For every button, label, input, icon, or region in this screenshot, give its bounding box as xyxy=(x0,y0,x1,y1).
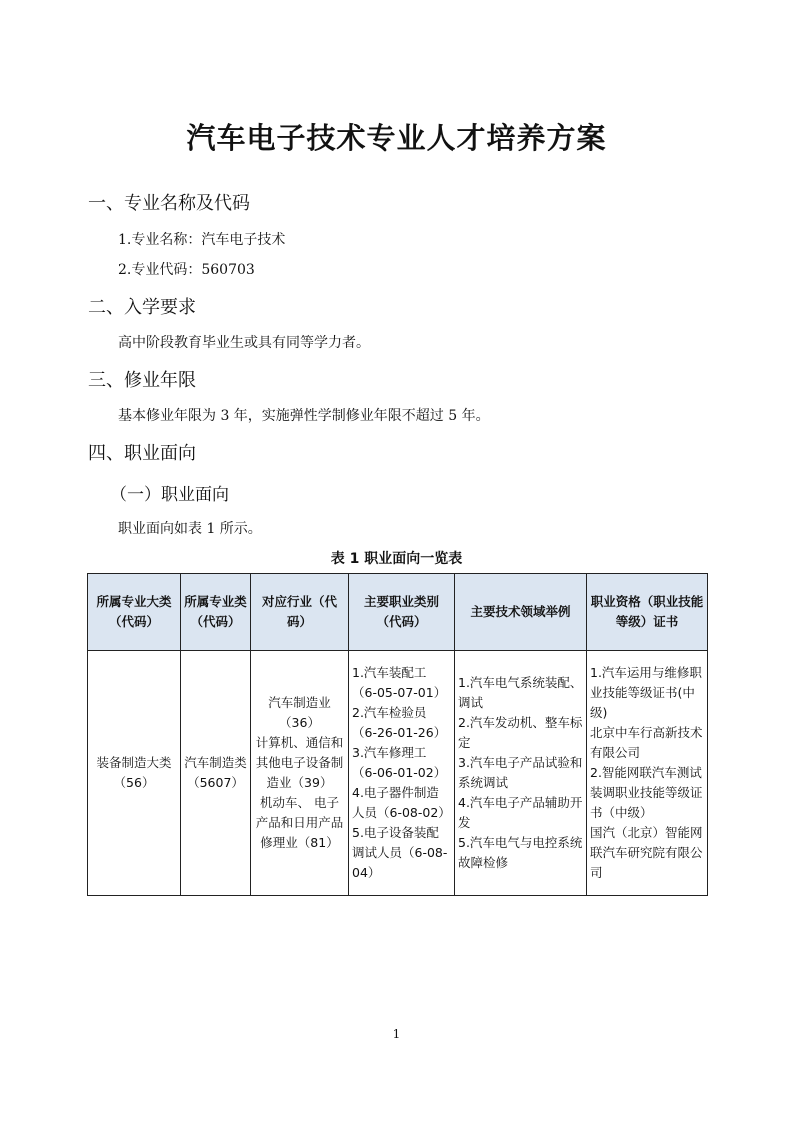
tech-field-item: 2.汽车发动机、整车标定 xyxy=(458,715,583,750)
header-certificate: 职业资格（职业技能等级）证书 xyxy=(587,574,708,651)
cell-certificates xyxy=(587,651,708,896)
industry-item: 汽车制造业（36） xyxy=(268,695,331,730)
cell-industries xyxy=(251,651,349,896)
section-heading-admission: 二、入学要求 xyxy=(88,297,196,318)
industry-item: 计算机、通信和其他电子设备制造业（39） xyxy=(255,735,344,790)
page-number: 1 xyxy=(392,1027,401,1041)
table-header-row xyxy=(88,574,708,651)
major-name-line: 1.专业名称：汽车电子技术 xyxy=(118,232,286,248)
tech-field-item: 3.汽车电子产品试验和系统调试 xyxy=(458,755,583,790)
header-tech-field: 主要技术领域举例 xyxy=(455,574,587,651)
cell-major-category: 装备制造大类（56） xyxy=(88,651,181,896)
table-caption: 表 1 职业面向一览表 xyxy=(330,551,463,567)
cell-major-class: 汽车制造类（5607） xyxy=(181,651,251,896)
certificate-issuer: 北京中车行高新技术有限公司 xyxy=(590,725,703,760)
admission-text: 高中阶段教育毕业生或具有同等学力者。 xyxy=(118,335,370,351)
occupation-item: 2.汽车检验员（6-26-01-26） xyxy=(352,705,447,740)
subsection-heading-career: （一）职业面向 xyxy=(110,485,229,505)
occupation-item: 4.电子器件制造人员（6-08-02） xyxy=(352,785,451,820)
cell-occupations xyxy=(349,651,455,896)
header-occupation: 主要职业类别（代码） xyxy=(349,574,455,651)
section-heading-major-name: 一、专业名称及代码 xyxy=(88,193,250,214)
industry-item: 机动车、 电子产品和日用产品修理业（81） xyxy=(255,795,344,850)
tech-field-item: 1.汽车电气系统装配、调试 xyxy=(458,675,583,710)
occupation-item: 1.汽车装配工（6-05-07-01） xyxy=(352,665,447,700)
cell-tech-fields xyxy=(455,651,587,896)
occupation-item: 3.汽车修理工（6-06-01-02） xyxy=(352,745,447,780)
occupation-item: 5.电子设备装配调试人员（6-08-04） xyxy=(352,825,448,880)
section-heading-duration: 三、修业年限 xyxy=(88,370,196,391)
section-heading-career: 四、职业面向 xyxy=(88,443,196,464)
occupation-table xyxy=(87,573,708,896)
document-title: 汽车电子技术专业人才培养方案 xyxy=(186,121,607,155)
header-major-class: 所属专业类（代码） xyxy=(181,574,251,651)
certificate-item: 1.汽车运用与维修职业技能等级证书(中级) xyxy=(590,665,702,720)
career-intro-text: 职业面向如表 1 所示。 xyxy=(118,521,262,537)
header-industry: 对应行业（代码） xyxy=(251,574,349,651)
tech-field-item: 5.汽车电气与电控系统故障检修 xyxy=(458,835,583,870)
tech-field-item: 4.汽车电子产品辅助开发 xyxy=(458,795,583,830)
certificate-item: 2.智能网联汽车测试装调职业技能等级证书（中级） xyxy=(590,765,703,820)
table-row xyxy=(88,651,708,896)
duration-text: 基本修业年限为 3 年，实施弹性学制修业年限不超过 5 年。 xyxy=(118,408,490,424)
major-code-line: 2.专业代码：560703 xyxy=(118,262,255,278)
certificate-issuer: 国汽（北京）智能网联汽车研究院有限公司 xyxy=(590,825,703,880)
header-major-category: 所属专业大类（代码） xyxy=(88,574,181,651)
